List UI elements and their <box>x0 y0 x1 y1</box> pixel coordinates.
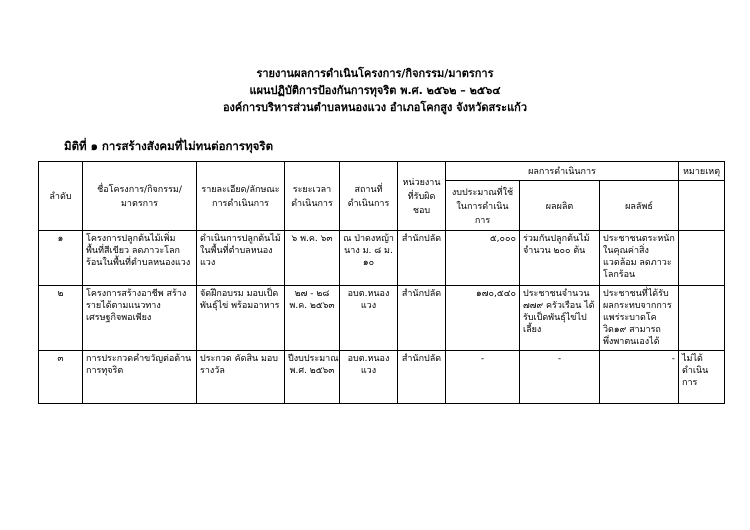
cell-no: ๓ <box>39 351 83 404</box>
cell-unit: สำนักปลัด <box>398 286 446 351</box>
cell-outcome: - <box>600 351 679 404</box>
cell-detail: ประกวด คัดสิน มอบรางวัล <box>197 351 285 404</box>
organization-title: องค์การบริหารส่วนตำบลหนองแวง อำเภอโคกสูง จังหวัดสระแก้ว <box>222 101 528 114</box>
col-remark-header: หมายเหตุ <box>679 162 725 181</box>
table-row <box>39 351 725 404</box>
results-group-header: ผลการดำเนินการ <box>446 162 679 181</box>
cell-place: อบต.หนองแวง <box>340 286 398 351</box>
cell-detail: ดำเนินการปลูกต้นไม้ในพื้นที่ตำบลหนองแวง <box>197 231 285 286</box>
cell-place: อบต.หนองแวง <box>340 351 398 404</box>
col-remark-header-empty <box>679 181 725 231</box>
cell-budget: ๑๗๐,๕๔๐ <box>446 286 520 351</box>
cell-output: - <box>520 351 600 404</box>
cell-unit: สำนักปลัด <box>398 231 446 286</box>
report-title: รายงานผลการดำเนินโครงการ/กิจกรรม/มาตรการ <box>256 67 494 80</box>
cell-outcome: ประชาชนที่ได้รับผลกระทบจากการแพร่ระบาดโควิด๑๙ สามารถพึ่งพาตนเองได้ <box>600 286 679 351</box>
cell-period: ๖ พ.ค. ๖๓ <box>285 231 340 286</box>
col-output-header: ผลผลิต <box>520 181 600 231</box>
cell-project: การประกวดคำขวัญต่อต้านการทุจริต <box>83 351 197 404</box>
cell-output: ร่วมกันปลูกต้นไม้จำนวน ๒๐๐ ต้น <box>520 231 600 286</box>
cell-remark <box>679 231 725 286</box>
cell-period: ปีงบประมาณ พ.ศ. ๒๕๖๓ <box>285 351 340 404</box>
cell-period: ๒๗ - ๒๘ พ.ค. ๒๕๖๓ <box>285 286 340 351</box>
table-row <box>39 231 725 286</box>
table-row <box>39 286 725 351</box>
col-detail-header: รายละเอียด/ลักษณะการดำเนินการ <box>197 162 285 231</box>
col-unit-header: หน่วยงานที่รับผิดชอบ <box>398 162 446 231</box>
col-budget-header: งบประมาณที่ใช้ในการดำเนินการ <box>446 181 520 231</box>
cell-output: ประชาชนจำนวน ๗๗๙ ครัวเรือน ได้รับเป็ดพันธุ์ไข่ไปเลี้ยง <box>520 286 600 351</box>
col-period-header: ระยะเวลาดำเนินการ <box>285 162 340 231</box>
cell-outcome: ประชาชนตระหนักในคุณค่าสิ่งแวดล้อม ลดภาวะโลกร้อน <box>600 231 679 286</box>
col-outcome-header: ผลลัพธ์ <box>600 181 679 231</box>
cell-no: ๑ <box>39 231 83 286</box>
cell-no: ๒ <box>39 286 83 351</box>
plan-title: แผนปฏิบัติการป้องกันการทุจริต พ.ศ. ๒๕๖๒ – ๒๕๖๔ <box>249 84 501 97</box>
cell-project: โครงการสร้างอาชีพ สร้างรายได้ตามแนวทางเศรษฐกิจพอเพียง <box>83 286 197 351</box>
section-title: มิติที่ ๑ การสร้างสังคมที่ไม่ทนต่อการทุจริต <box>64 139 274 153</box>
col-project-header: ชื่อโครงการ/กิจกรรม/มาตรการ <box>83 162 197 231</box>
cell-unit: สำนักปลัด <box>398 351 446 404</box>
cell-budget: - <box>446 351 520 404</box>
col-no-header: ลำดับ <box>39 162 83 231</box>
col-place-header: สถานที่ดำเนินการ <box>340 162 398 231</box>
report-table <box>38 161 725 404</box>
header-row-group <box>39 162 725 181</box>
cell-place: ณ ป่าดงหญ้านาง ม. ๘ ม. ๑๐ <box>340 231 398 286</box>
cell-remark <box>679 286 725 351</box>
cell-remark: ไม่ได้ดำเนินการ <box>679 351 725 404</box>
cell-detail: จัดฝึกอบรม มอบเป็ดพันธุ์ไข่ พร้อมอาหาร <box>197 286 285 351</box>
cell-budget: ๕,๐๐๐ <box>446 231 520 286</box>
cell-project: โครงการปลูกต้นไม้เพิ่มพื้นที่สีเขียว ลดภาวะโลกร้อนในพื้นที่ตำบลหนองแวง <box>83 231 197 286</box>
